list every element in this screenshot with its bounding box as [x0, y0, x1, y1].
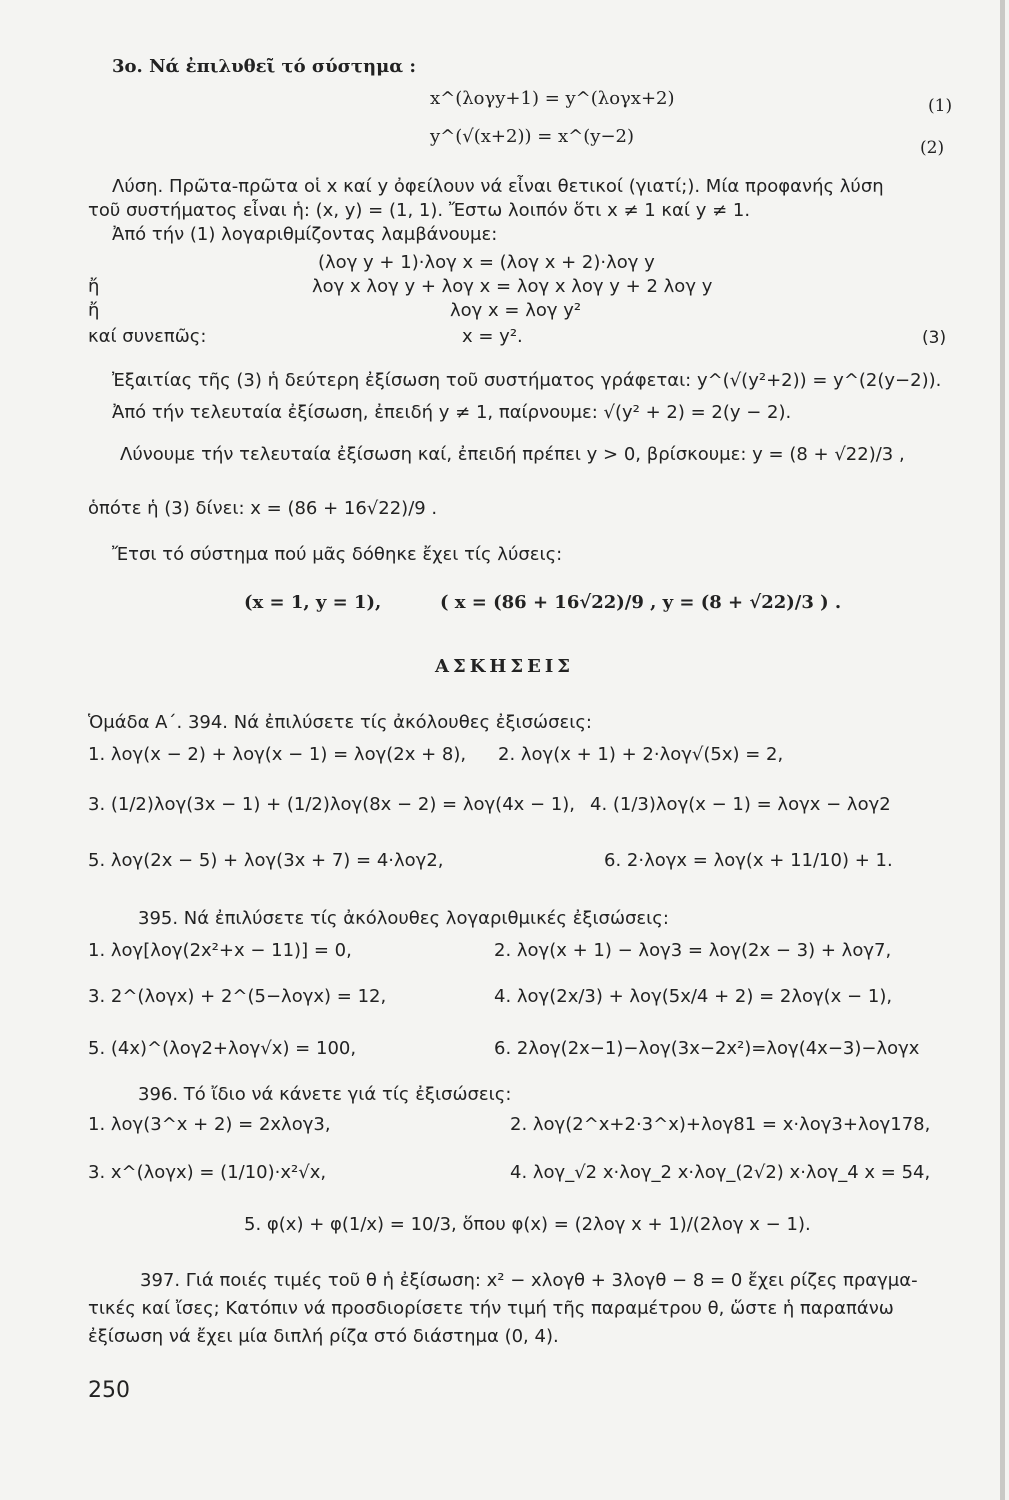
problem-title: 3ο. Νά ἐπιλυθεῖ τό σύστημα : — [112, 56, 417, 77]
solution-line-3: Ἀπό τήν (1) λογαριθμίζοντας λαμβάνουμε: — [112, 224, 498, 245]
exercise-395-2: 2. λογ(x + 1) − λογ3 = λογ(2x − 3) + λογ7, — [494, 940, 892, 961]
exercise-395-6: 6. 2λογ(2x−1)−λογ(3x−2x²)=λογ(4x−3)−λογx — [494, 1038, 920, 1059]
equation-number-3: (3) — [922, 328, 947, 348]
equation-a: (λογ y + 1)·λογ x = (λογ x + 2)·λογ y — [318, 252, 655, 273]
exercises-heading: ΑΣΚΗΣΕΙΣ — [435, 656, 574, 677]
exercise-394-4: 4. (1/3)λογ(x − 1) = λογx − λογ2 — [590, 794, 891, 815]
solution-line-2: τοῦ συστήματος εἶναι ἡ: (x, y) = (1, 1). Ἔστω λοιπόν ὅτι x ≠ 1 καί y ≠ 1. — [88, 200, 751, 221]
page-edge — [1000, 0, 1005, 1500]
exercise-396-1: 1. λογ(3^x + 2) = 2xλογ3, — [88, 1114, 331, 1135]
solution-nontrivial: ( x = (86 + 16√22)/9 , y = (8 + √22)/3 ) . — [440, 592, 842, 613]
equation-b: λογ x λογ y + λογ x = λογ x λογ y + 2 λογ y — [312, 276, 713, 297]
exercise-396-2: 2. λογ(2^x+2·3^x)+λογ81 = x·λογ3+λογ178, — [510, 1114, 931, 1135]
solution-line-8: Ἔτσι τό σύστημα πού μᾶς δόθηκε ἔχει τίς λύσεις: — [112, 544, 563, 565]
problem-397-line-3: ἐξίσωση νά ἔχει μία διπλή ρίζα στό διάστημα (0, 4). — [88, 1326, 559, 1347]
exercise-396-3: 3. x^(λογx) = (1/10)·x²√x, — [88, 1162, 327, 1183]
solution-trivial: (x = 1, y = 1), — [244, 592, 382, 613]
exercise-394-1: 1. λογ(x − 2) + λογ(x − 1) = λογ(2x + 8), — [88, 744, 467, 765]
solution-line-4: Ἐξαιτίας τῆς (3) ἡ δεύτερη ἐξίσωση τοῦ συστήματος γράφεται: y^(√(y²+2)) = y^(2(y−2)). — [112, 370, 942, 391]
exercise-395-4: 4. λογ(2x/3) + λογ(5x/4 + 2) = 2λογ(x − 1), — [494, 986, 893, 1007]
equation-number-2: (2) — [920, 138, 945, 158]
or-word-1: ἤ — [88, 276, 100, 297]
solution-line-5: Ἀπό τήν τελευταία ἐξίσωση, ἐπειδή y ≠ 1, παίρνουμε: √(y² + 2) = 2(y − 2). — [112, 402, 792, 423]
exercise-394-2: 2. λογ(x + 1) + 2·λογ√(5x) = 2, — [498, 744, 784, 765]
group-396-title: 396. Τό ἴδιο νά κάνετε γιά τίς ἐξισώσεις: — [138, 1084, 512, 1105]
group-395-title: 395. Νά ἐπιλύσετε τίς ἀκόλουθες λογαριθμικές ἐξισώσεις: — [138, 908, 669, 929]
exercise-394-6: 6. 2·λογx = λογ(x + 11/10) + 1. — [604, 850, 893, 871]
or-word-2: ἤ — [88, 300, 100, 321]
system-equation-1: x^(λογy+1) = y^(λογx+2) — [430, 88, 675, 109]
exercise-395-5: 5. (4x)^(λογ2+λογ√x) = 100, — [88, 1038, 357, 1059]
solution-line-1: Λύση. Πρῶτα-πρῶτα οἱ x καί y ὀφείλουν νά εἶναι θετικοί (γιατί;). Μία προφανής λύση — [112, 176, 884, 197]
system-equation-2: y^(√(x+2)) = x^(y−2) — [430, 126, 635, 147]
exercise-394-3: 3. (1/2)λογ(3x − 1) + (1/2)λογ(8x − 2) = λογ(4x − 1), — [88, 794, 576, 815]
equation-d: x = y². — [462, 326, 523, 347]
equation-number-1: (1) — [928, 96, 953, 116]
page-number: 250 — [88, 1378, 130, 1403]
exercise-394-5: 5. λογ(2x − 5) + λογ(3x + 7) = 4·λογ2, — [88, 850, 444, 871]
problem-397-line-2: τικές καί ἴσες; Κατόπιν νά προσδιορίσετε τήν τιμή τῆς παραμέτρου θ, ὥστε ἡ παραπάνω — [88, 1298, 894, 1319]
exercise-395-1: 1. λογ[λογ(2x²+x − 11)] = 0, — [88, 940, 352, 961]
solution-line-7: ὁπότε ἡ (3) δίνει: x = (86 + 16√22)/9 . — [88, 498, 438, 519]
exercise-396-5: 5. φ(x) + φ(1/x) = 10/3, ὅπου φ(x) = (2λογ x + 1)/(2λογ x − 1). — [244, 1214, 811, 1235]
exercise-396-4: 4. λογ_√2 x·λογ_2 x·λογ_(2√2) x·λογ_4 x = 54, — [510, 1162, 931, 1183]
equation-c: λογ x = λογ y² — [450, 300, 582, 321]
solution-line-6: Λύνουμε τήν τελευταία ἐξίσωση καί, ἐπειδή πρέπει y > 0, βρίσκουμε: y = (8 + √22)/3 , — [120, 444, 905, 465]
group-394-title: Ὁμάδα Α΄. 394. Νά ἐπιλύσετε τίς ἀκόλουθες ἐξισώσεις: — [88, 712, 592, 733]
and-thus-label: καί συνεπῶς: — [88, 326, 207, 347]
problem-397-line-1: 397. Γιά ποιές τιμές τοῦ θ ἡ ἐξίσωση: x² − xλογθ + 3λογθ − 8 = 0 ἔχει ρίζες πραγμα- — [140, 1270, 918, 1291]
exercise-395-3: 3. 2^(λογx) + 2^(5−λογx) = 12, — [88, 986, 387, 1007]
